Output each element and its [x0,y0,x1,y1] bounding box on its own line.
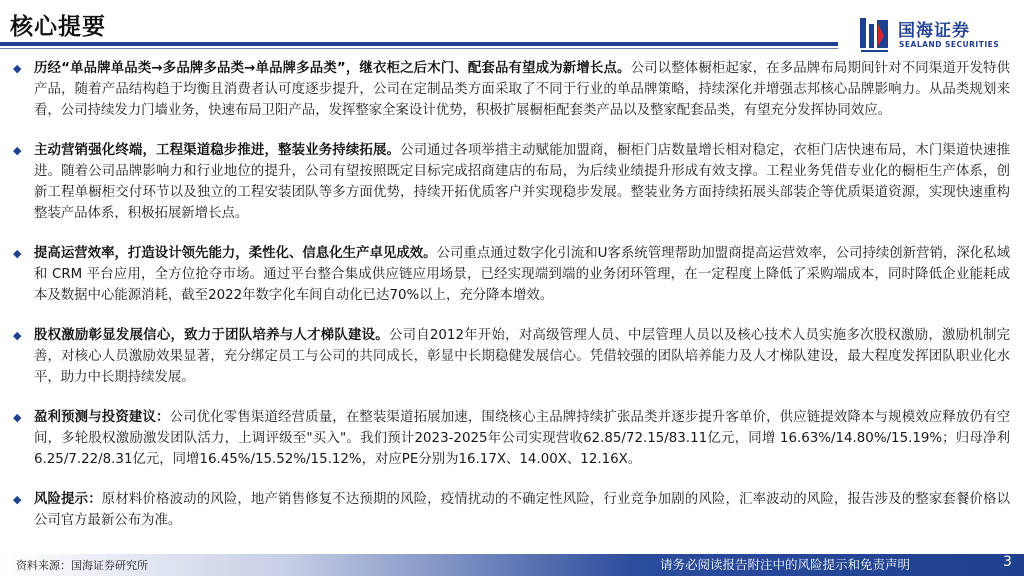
data-source: 资料来源：国海证券研究所 [16,559,148,572]
bullet-body: 原材料价格波动的风险，地产销售修复不达预期的风险，疫情扰动的不确定性风险，行业竞争加剧的风险，汇率波动的风险，报告涉及的整家套餐价格以公司官方最新公布为准。 [34,492,1011,528]
bullet-lead: 盈利预测与投资建议： [34,410,170,425]
page-title: 核心提要 [10,14,106,40]
bullet-body: 公司优化零售渠道经营质量，在整装渠道拓展加速，围绕核心主品牌持续扩张品类并逐步提升客单价，供应链提效降本与规模效应释放仍有空间，多轮股权激励激发团队活力，上调评级至"买入"。我们预计2023-2025年公司实现营收62.85/72.15/83.11亿元，同增 16.63%/14.80%/15.19%；归母净利6.25/7.22/8.31亿元，同增16.45%/15.52%/15.12%，对应PE分别为16.17X、14.00X、12.16X。 [34,410,1010,467]
bullet-forecast [12,407,1010,470]
summary-content [12,58,1010,531]
bullet-body: 公司重点通过数字化引流和U客系统管理帮助加盟商提高运营效率，公司持续创新营销，深化私域和 CRM 平台应用，全方位抢夺市场。通过平台整合集成供应链应用场景，已经实现端到端的业务闭环管理，在一定程度上降低了采购端成本，同时降低企业能耗成本及数据中心能源消耗，截至2022年数字化车间自动化已达70%以上，充分降本增效。 [34,246,1010,303]
bullet-body: 公司自2012年开始，对高级管理人员、中层管理人员以及核心技术人员实施多次股权激励，激励机制完善，对核心人员激励效果显著，充分绑定员工与公司的共同成长，彰显中长期稳健发展信心。凭借较强的团队培养能力及人才梯队建设，最大程度发挥团队职业化水平，助力中长期持续发展。 [34,328,1011,385]
bullet-lead: 历经“单品牌单品类→多品牌多品类→单品牌多品类”，继衣柜之后木门、配套品有望成为新增长点。 [34,61,631,76]
logo-text-en: SEALAND SECURITIES [899,40,1000,49]
page-footer [0,546,1024,576]
diamond-bullet-icon: ◆ [13,144,22,157]
diamond-bullet-icon: ◆ [13,411,22,424]
bullet-lead: 风险提示： [34,492,102,507]
logo-text-cn: 国海证券 [898,21,970,41]
company-logo [858,14,1008,56]
diamond-bullet-icon: ◆ [13,247,22,260]
header-rule-thin [0,48,838,49]
bullet-incentive [12,325,1010,388]
bullet-body: 公司通过各项举措主动赋能加盟商，橱柜门店数量增长相对稳定，衣柜门店快速布局，木门渠道快速推进。随着公司品牌影响力和行业地位的提升，公司有望按照既定目标完成招商建店的布局，为后续业绩提升形成有效支撑。工程业务凭借专业化的橱柜生产体系，创新工程单橱柜交付环节以及独立的工程安装团队等多方面优势，持续开拓优质客户并实现稳步发展。整装业务方面持续拓展头部装企等优质渠道资源，实现快速重构整装产品体系，积极拓展新增长点。 [34,143,1010,221]
bullet-risk [12,489,1010,531]
page-number: 3 [1003,554,1012,570]
bullet-efficiency [12,243,1010,306]
header-rule [0,42,838,46]
bullet-lead: 主动营销强化终端，工程渠道稳步推进，整装业务持续拓展。 [34,143,401,158]
diamond-bullet-icon: ◆ [13,329,22,342]
disclaimer-text: 请务必阅读报告附注中的风险提示和免责声明 [660,557,911,572]
diamond-bullet-icon: ◆ [13,493,22,506]
bullet-marketing [12,140,1010,224]
bullet-lead: 股权激励彰显发展信心，致力于团队培养与人才梯队建设。 [34,328,389,343]
sealand-logo-icon [858,14,892,54]
bullet-history [12,58,1010,121]
bullet-lead: 提高运营效率，打造设计领先能力，柔性化、信息化生产卓见成效。 [34,246,437,261]
diamond-bullet-icon: ◆ [13,62,22,75]
bullet-body: 公司以整体橱柜起家，在多品牌布局期间针对不同渠道开发特供产品，随着产品结构趋于均衡且消费者认可度逐步提升，公司在定制品类方面采取了不同于行业的单品牌策略，持续深化并增强志邦核心品牌影响力。从品类规划来看，公司持续发力门墙业务，快速布局卫阳产品，发挥整家全案设计优势，积极扩展橱柜配套类产品以及整家配套品类，有望充分发挥协同效应。 [34,61,1010,118]
